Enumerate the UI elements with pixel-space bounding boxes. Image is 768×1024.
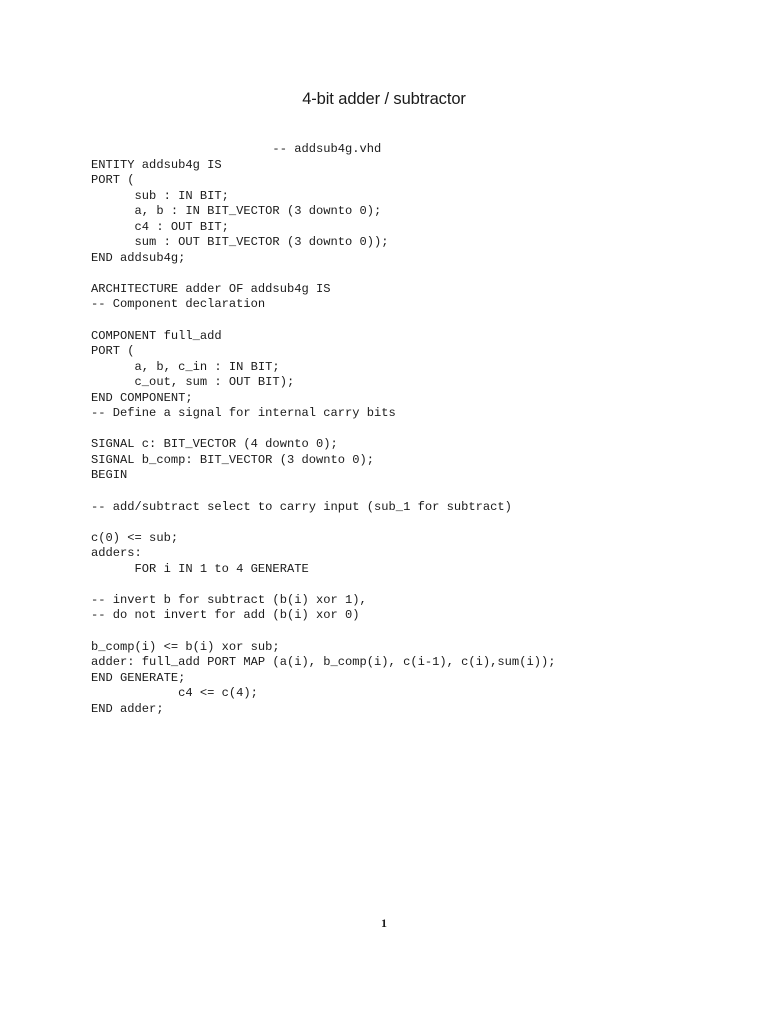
code-line: a, b, c_in : IN BIT; xyxy=(91,359,280,374)
code-line: adders: xyxy=(91,546,142,561)
code-line: END addsub4g; xyxy=(91,250,186,265)
code-line: a, b : IN BIT_VECTOR (3 downto 0); xyxy=(91,204,382,219)
code-line: -- do not invert for add (b(i) xor 0) xyxy=(91,608,360,623)
code-line xyxy=(91,266,555,282)
code-line: -- Component declaration xyxy=(91,297,266,312)
code-line: -- add/subtract select to carry input (sub_1 for subtract) xyxy=(91,499,512,514)
code-line: adder: full_add PORT MAP (a(i), b_comp(i), c(i-1), c(i),sum(i)); xyxy=(91,655,556,670)
code-line: -- Define a signal for internal carry bits xyxy=(91,406,396,421)
code-line: c_out, sum : OUT BIT); xyxy=(91,375,295,390)
code-line: END GENERATE; xyxy=(91,670,186,685)
code-line: ENTITY addsub4g IS xyxy=(91,157,222,172)
code-line: b_comp(i) <= b(i) xor sub; xyxy=(91,639,280,654)
code-line: c4 : OUT BIT; xyxy=(91,219,229,234)
code-line: c4 <= c(4); xyxy=(91,686,258,701)
code-line: END COMPONENT; xyxy=(91,390,193,405)
code-line: BEGIN xyxy=(91,468,128,483)
code-line: sub : IN BIT; xyxy=(91,188,229,203)
code-line xyxy=(91,515,555,531)
code-line: FOR i IN 1 to 4 GENERATE xyxy=(91,561,309,576)
code-line xyxy=(91,577,555,593)
code-line: sum : OUT BIT_VECTOR (3 downto 0)); xyxy=(91,235,389,250)
code-line xyxy=(91,313,555,329)
code-line xyxy=(91,422,555,438)
code-line: ARCHITECTURE adder OF addsub4g IS xyxy=(91,281,331,296)
vhdl-code-block xyxy=(91,142,555,717)
code-line: PORT ( xyxy=(91,173,135,188)
code-line: SIGNAL c: BIT_VECTOR (4 downto 0); xyxy=(91,437,338,452)
page-number: 1 xyxy=(381,916,387,930)
code-line: PORT ( xyxy=(91,344,135,359)
code-line xyxy=(91,484,555,500)
code-line xyxy=(91,624,555,640)
code-line: -- addsub4g.vhd xyxy=(91,142,382,156)
document-title: 4-bit adder / subtractor xyxy=(302,90,466,108)
code-line: SIGNAL b_comp: BIT_VECTOR (3 downto 0); xyxy=(91,452,375,467)
code-line: c(0) <= sub; xyxy=(91,530,179,545)
code-line: COMPONENT full_add xyxy=(91,328,222,343)
code-line: -- invert b for subtract (b(i) xor 1), xyxy=(91,592,367,607)
code-line: END adder; xyxy=(91,701,164,716)
